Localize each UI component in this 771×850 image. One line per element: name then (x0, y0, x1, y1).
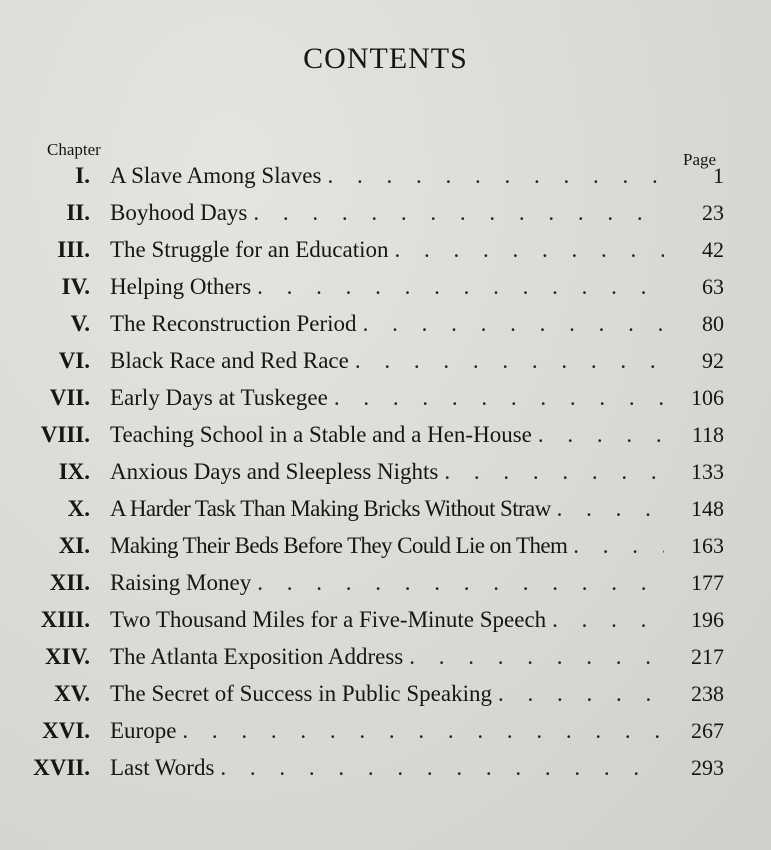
chapter-title: Making Their Beds Before They Could Lie on Them (110, 533, 568, 558)
toc-row (0, 385, 771, 422)
chapter-number: VII. (49, 385, 90, 410)
chapter-column-header: Chapter (47, 140, 101, 159)
toc-row (0, 200, 771, 237)
page-number: 80 (702, 311, 724, 336)
dot-leader (551, 496, 664, 522)
page-number: 148 (691, 496, 724, 521)
chapter-title: Last Words (110, 755, 215, 780)
page-number: 23 (702, 200, 724, 225)
page-number: 92 (702, 348, 724, 373)
dot-leader (388, 237, 664, 263)
dot-leader (403, 644, 664, 670)
chapter-title: The Atlanta Exposition Address (110, 644, 404, 669)
toc-row (0, 422, 771, 459)
toc-row (0, 607, 771, 644)
toc-row (0, 755, 771, 792)
chapter-number: XIII. (40, 607, 90, 632)
dot-leader (176, 718, 664, 744)
page-number: 1 (713, 163, 724, 188)
dot-leader (357, 311, 664, 337)
toc-row (0, 644, 771, 681)
chapter-title: Raising Money (110, 570, 252, 595)
toc-row (0, 459, 771, 496)
dot-leader (438, 459, 664, 485)
toc-row (0, 348, 771, 385)
page-number: 133 (691, 459, 724, 484)
toc-row (0, 496, 771, 533)
page-number: 118 (691, 422, 724, 447)
toc-row (0, 718, 771, 755)
page-number: 238 (691, 681, 724, 706)
chapter-title: Early Days at Tuskegee (110, 385, 328, 410)
chapter-title: The Secret of Success in Public Speaking (110, 681, 492, 706)
dot-leader (247, 200, 664, 226)
dot-leader (251, 570, 664, 596)
dot-leader (328, 385, 664, 411)
chapter-title: Black Race and Red Race (110, 348, 349, 373)
chapter-number: XIV. (45, 644, 90, 669)
chapter-title: Europe (110, 718, 177, 743)
page-number: 267 (691, 718, 724, 743)
page-column-header: Page (683, 150, 717, 169)
chapter-number: X. (67, 496, 90, 521)
chapter-number: III. (57, 237, 90, 262)
chapter-title: Helping Others (110, 274, 252, 299)
page-number: 163 (691, 533, 724, 558)
dot-leader (567, 533, 664, 559)
chapter-title: Anxious Days and Sleepless Nights (110, 459, 439, 484)
toc-row (0, 681, 771, 718)
page-title: CONTENTS (303, 42, 468, 75)
toc-row (0, 533, 771, 570)
page-number: 177 (691, 570, 724, 595)
chapter-number: V. (70, 311, 90, 336)
chapter-title: The Reconstruction Period (110, 311, 357, 336)
toc-row (0, 163, 771, 200)
chapter-number: I. (75, 163, 90, 188)
toc-row (0, 570, 771, 607)
dot-leader (349, 348, 664, 374)
chapter-number: XVI. (42, 718, 90, 743)
page-number: 42 (702, 237, 724, 262)
chapter-title: Two Thousand Miles for a Five-Minute Speech (110, 607, 547, 632)
page-number: 106 (691, 385, 724, 410)
dot-leader (251, 274, 664, 300)
dot-leader (546, 607, 664, 633)
toc-row (0, 237, 771, 274)
page-number: 196 (691, 607, 724, 632)
page-number: 293 (691, 755, 724, 780)
toc-row (0, 274, 771, 311)
chapter-title: Teaching School in a Stable and a Hen-House (110, 422, 532, 447)
chapter-title: A Harder Task Than Making Bricks Without Straw (110, 496, 551, 521)
chapter-number: XVII. (33, 755, 90, 780)
chapter-number: XV. (53, 681, 90, 706)
toc-row (0, 311, 771, 348)
dot-leader (532, 422, 664, 448)
chapter-title: A Slave Among Slaves (110, 163, 322, 188)
chapter-number: VIII. (40, 422, 90, 447)
chapter-title: The Struggle for an Education (110, 237, 389, 262)
chapter-number: VI. (58, 348, 90, 373)
chapter-number: IV. (61, 274, 90, 299)
chapter-number: II. (66, 200, 90, 225)
chapter-number: XII. (49, 570, 90, 595)
dot-leader (214, 755, 664, 781)
page-number: 217 (691, 644, 724, 669)
chapter-number: IX. (58, 459, 90, 484)
dot-leader (321, 163, 664, 189)
page-number: 63 (702, 274, 724, 299)
dot-leader (492, 681, 664, 707)
chapter-number: XI. (58, 533, 90, 558)
chapter-title: Boyhood Days (110, 200, 248, 225)
